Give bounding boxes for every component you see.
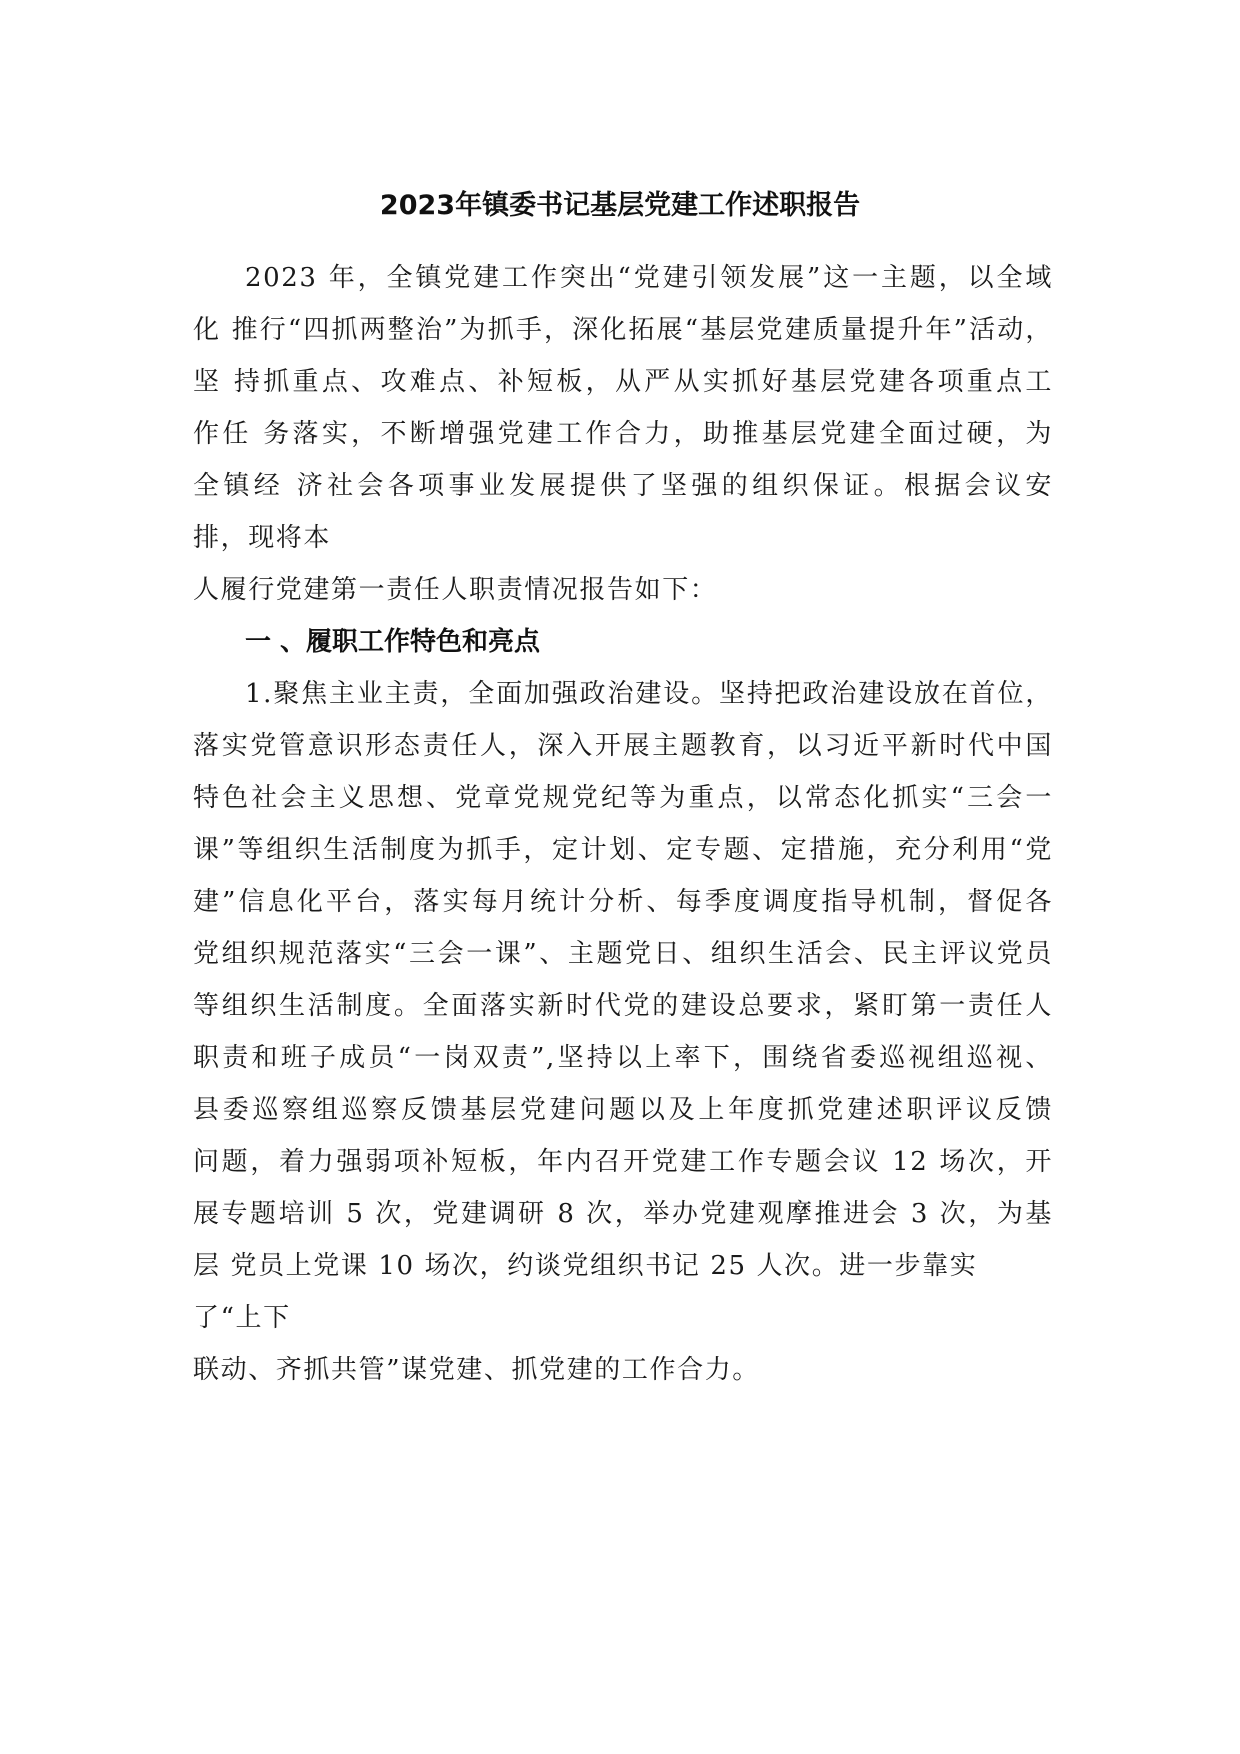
intro-line: 排，现将本 <box>193 523 332 553</box>
intro-line: 作任 务落实，不断增强党建工作合力，助推基层党建全面过硬，为 <box>193 419 1053 449</box>
document-title: 2023年镇委书记基层党建工作述职报告 <box>379 190 861 221</box>
body-line: 层 党员上党课 10 场次，约谈党组织书记 25 人次。进一步靠实 <box>193 1251 978 1281</box>
body-line: 职责和班子成员“一岗双责”,坚持以上率下，围绕省委巡视组巡视、 <box>193 1043 1053 1073</box>
intro-line: 坚 持抓重点、攻难点、补短板，从严从实抓好基层党建各项重点工 <box>193 367 1053 397</box>
body-line: 联动、齐抓共管”谋党建、抓党建的工作合力。 <box>193 1355 760 1385</box>
body-line: 党组织规范落实“三会一课”、主题党日、组织生活会、民主评议党员 <box>193 939 1053 969</box>
body-line: 落实党管意识形态责任人，深入开展主题教育，以习近平新时代中国 <box>193 731 1053 761</box>
intro-line: 化 推行“四抓两整治”为抓手，深化拓展“基层党建质量提升年”活动， <box>193 315 1053 345</box>
intro-line: 2023 年，全镇党建工作突出“党建引领发展”这一主题，以全域 <box>245 263 1053 293</box>
intro-line: 人履行党建第一责任人职责情况报告如下： <box>193 575 718 605</box>
body-line: 特色社会主义思想、党章党规党纪等为重点，以常态化抓实“三会一 <box>193 783 1053 813</box>
body-line: 1.聚焦主业主责，全面加强政治建设。坚持把政治建设放在首位， <box>245 679 1053 709</box>
body-line: 课”等组织生活制度为抓手，定计划、定专题、定措施，充分利用“党 <box>193 835 1053 865</box>
section-heading: 一 、履职工作特色和亮点 <box>245 627 541 657</box>
body-line: 问题，着力强弱项补短板，年内召开党建工作专题会议 12 场次，开 <box>193 1147 1053 1177</box>
body-line: 建”信息化平台，落实每月统计分析、每季度调度指导机制，督促各 <box>193 887 1053 917</box>
body-line: 展专题培训 5 次，党建调研 8 次，举办党建观摩推进会 3 次，为基 <box>193 1199 1053 1229</box>
body-line: 等组织生活制度。全面落实新时代党的建设总要求，紧盯第一责任人 <box>193 991 1053 1021</box>
intro-line: 全镇经 济社会各项事业发展提供了坚强的组织保证。根据会议安 <box>193 471 1053 501</box>
body-line: 了“上下 <box>193 1303 291 1333</box>
body-line: 县委巡察组巡察反馈基层党建问题以及上年度抓党建述职评议反馈 <box>193 1095 1053 1125</box>
